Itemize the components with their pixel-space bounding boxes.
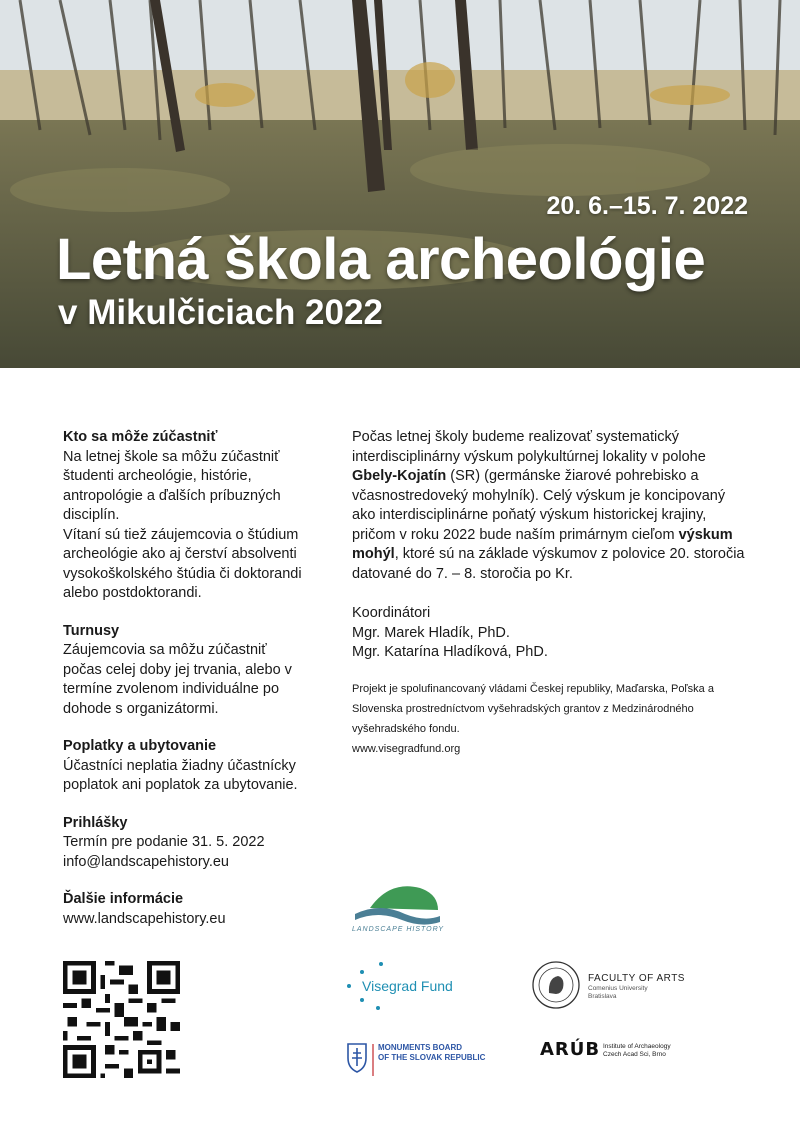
section-who <box>63 428 303 604</box>
section-heading: Poplatky a ubytovanie <box>63 738 217 754</box>
section-applications <box>63 814 303 873</box>
page-subtitle: v Mikulčiciach 2022 <box>58 293 383 332</box>
section-heading: Turnusy <box>63 622 120 639</box>
arub-line: Czech Acad Sci, Brno <box>603 1051 666 1058</box>
right-column <box>352 428 752 759</box>
intro-text: , ktoré sú na základe výskumov z polovice 20. storočia datované do 7. – 8. storočia po Kr. <box>352 546 745 582</box>
coordinators <box>352 604 752 663</box>
faculty-sub-line: Bratislava <box>588 993 617 1000</box>
monuments-line: OF THE SLOVAK REPUBLIC <box>378 1053 486 1062</box>
section-heading: Prihlášky <box>63 814 128 831</box>
arub-logo-mark: ARÚB <box>540 1039 601 1060</box>
faculty-of-arts-title: FACULTY OF ARTS <box>588 973 685 984</box>
coordinator-name: Mgr. Marek Hladík, PhD. <box>352 624 510 641</box>
section-text: Záujemcovia sa môžu zúčastniť počas celej doby jej trvania, alebo v termíne zvolenom individuálne po dohode s organizátormi. <box>63 642 292 717</box>
funding-link[interactable]: www.visegradfund.org <box>352 742 461 755</box>
section-fees <box>63 737 303 796</box>
section-text: Vítaní sú tiež záujemcovia o štúdium archeológie ako aj čerství absolventi vysokoškolského štúdia či doktorandi alebo postdoktorandi. <box>63 526 302 601</box>
section-text: Účastníci neplatia žiadny účastnícky poplatok ani poplatok za ubytovanie. <box>63 757 298 793</box>
event-date: 20. 6.–15. 7. 2022 <box>546 192 748 220</box>
deadline-text: Termín pre podanie 31. 5. 2022 <box>63 834 265 850</box>
section-heading: Kto sa môže zúčastniť <box>63 429 218 445</box>
intro-text: (SR) (germánske žiarové pohrebisko a včasnostredoveký mohylník). Celý výskum je koncipovaný ako interdisciplinárne poňatý výskum historickej krajiny, pričom v roku 2022 bude naším primárnym cieľom <box>352 468 726 543</box>
section-turns <box>63 622 303 720</box>
faculty-sub-line: Comenius University <box>588 985 648 992</box>
funding-note <box>352 679 752 759</box>
intro-paragraph <box>352 428 752 584</box>
visegrad-fund-label: Visegrad Fund <box>362 978 453 994</box>
qr-code-icon[interactable] <box>63 961 180 1078</box>
intro-text: Počas letnej školy budeme realizovať systematický interdisciplinárny výskum polykultúrnej lokality v polohe <box>352 429 706 465</box>
arub-label <box>603 1043 671 1059</box>
faculty-of-arts-subtitle <box>588 985 648 1001</box>
funding-text: Projekt je spolufinancovaný vládami Českej republiky, Maďarska, Poľska a Slovenska prostredníctvom vyšehradských grantov z Medzinárodného vyšehradského fondu. <box>352 682 714 735</box>
place-name: Gbely-Kojatín <box>352 468 447 484</box>
coordinator-name: Mgr. Katarína Hladíková, PhD. <box>352 644 548 660</box>
section-heading: Ďalšie informácie <box>63 891 184 907</box>
page-title: Letná škola archeológie <box>56 227 706 292</box>
monuments-board-label <box>378 1043 485 1063</box>
arub-line: Institute of Archaeology <box>603 1043 671 1050</box>
email-link[interactable]: info@landscapehistory.eu <box>63 853 229 870</box>
landscape-history-label: LANDSCAPE HISTORY <box>352 926 445 933</box>
hero-photo <box>0 0 800 368</box>
goal-text: výskum mohýl <box>352 526 733 562</box>
website-link[interactable]: www.landscapehistory.eu <box>63 910 226 927</box>
coordinators-label: Koordinátori <box>352 605 431 621</box>
monuments-line: MONUMENTS BOARD <box>378 1043 462 1052</box>
left-column <box>63 428 303 947</box>
section-text: Na letnej škole sa môžu zúčastniť študenti archeológie, histórie, antropológie a ďalších príbuzných disciplín. <box>63 448 281 523</box>
section-more-info <box>63 890 303 929</box>
